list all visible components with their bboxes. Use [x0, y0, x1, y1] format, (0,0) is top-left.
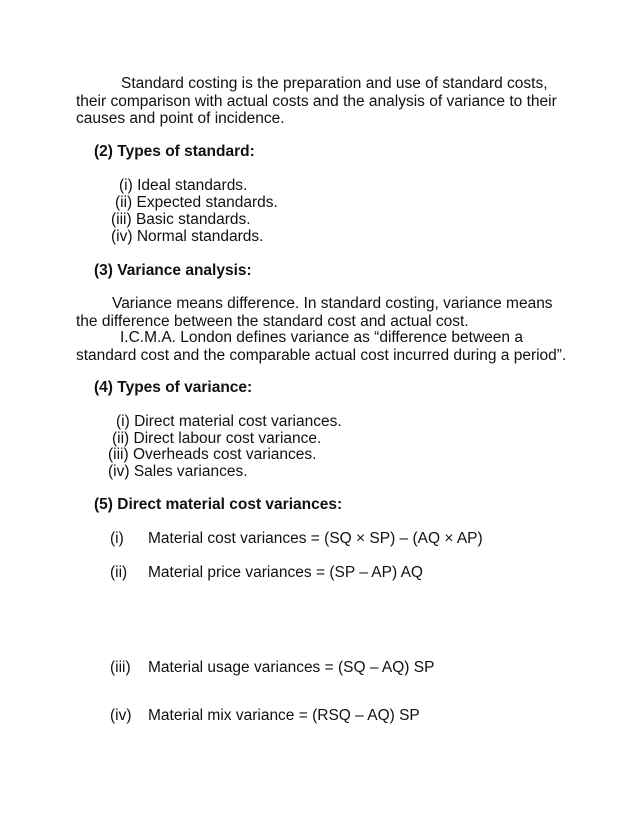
- variance-item: (iii) Overheads cost variances.: [108, 446, 317, 463]
- formula-text: Material mix variance = (RSQ – AQ) SP: [148, 707, 420, 724]
- standard-item: (i) Ideal standards.: [119, 177, 248, 194]
- variance-item: (ii) Direct labour cost variance.: [112, 430, 322, 447]
- formula-number: (iii): [110, 659, 131, 676]
- intro-paragraph: Standard costing is the preparation and use of standard costs, their comparison with actual costs and the analysis of variance to their causes and point of incidence.: [76, 75, 557, 127]
- variance-item: (i) Direct material cost variances.: [116, 413, 342, 430]
- standard-item: (iii) Basic standards.: [111, 211, 251, 228]
- types-of-variance-heading: (4) Types of variance:: [94, 379, 253, 396]
- direct-material-heading: (5) Direct material cost variances:: [94, 496, 343, 513]
- types-of-standard-heading: (2) Types of standard:: [94, 143, 255, 160]
- standard-item: (iv) Normal standards.: [111, 228, 264, 245]
- variance-paragraph-1: Variance means difference. In standard costing, variance means the difference between the standard cost and actual cost.: [76, 295, 553, 330]
- formula-text: Material usage variances = (SQ – AQ) SP: [148, 659, 435, 676]
- formula-number: (iv): [110, 707, 132, 724]
- formula-number: (ii): [110, 564, 128, 581]
- formula-number: (i): [110, 530, 124, 547]
- formula-text: Material cost variances = (SQ × SP) – (AQ × AP): [148, 530, 483, 547]
- standard-item: (ii) Expected standards.: [115, 194, 278, 211]
- formula-row: [110, 659, 434, 677]
- formula-row: [110, 564, 423, 582]
- formula-text: Material price variances = (SP – AP) AQ: [148, 564, 423, 581]
- variance-item: (iv) Sales variances.: [108, 463, 248, 480]
- formula-row: [110, 530, 483, 548]
- variance-analysis-heading: (3) Variance analysis:: [94, 262, 252, 279]
- variance-paragraph-2: I.C.M.A. London defines variance as “difference between a standard cost and the comparable actual cost incurred during a period”.: [76, 329, 567, 364]
- formula-row: [110, 707, 420, 725]
